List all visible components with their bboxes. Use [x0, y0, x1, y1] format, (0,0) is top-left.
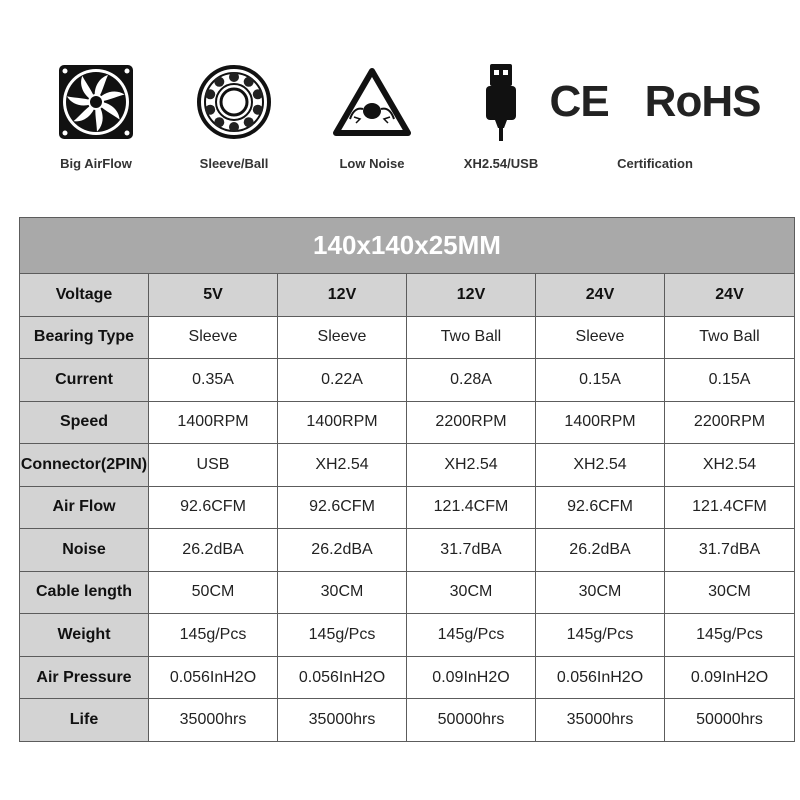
- feature-sleeve-ball: [192, 60, 276, 171]
- table-cell: 50000hrs: [665, 699, 795, 742]
- table-cell: 0.28A: [407, 359, 536, 402]
- fan-icon: [58, 60, 134, 144]
- table-cell: 35000hrs: [278, 699, 407, 742]
- row-label: Noise: [20, 529, 149, 572]
- table-cell: 50000hrs: [407, 699, 536, 742]
- bearing-icon: [196, 60, 272, 144]
- table-cell: 35000hrs: [536, 699, 665, 742]
- table-cell: 0.35A: [149, 359, 278, 402]
- table-cell: 145g/Pcs: [149, 614, 278, 657]
- table-cell: 0.15A: [536, 359, 665, 402]
- table-cell: XH2.54: [536, 444, 665, 487]
- table-cell: 0.056InH2O: [149, 656, 278, 699]
- table-cell: 92.6CFM: [536, 486, 665, 529]
- table-cell: 1400RPM: [278, 401, 407, 444]
- table-cell: 0.056InH2O: [536, 656, 665, 699]
- table-cell: 26.2dBA: [149, 529, 278, 572]
- table-row: [20, 359, 795, 402]
- spec-table: [19, 217, 795, 742]
- table-cell: 0.09InH2O: [665, 656, 795, 699]
- voltage-cell: 12V: [278, 274, 407, 317]
- row-label: Life: [20, 699, 149, 742]
- row-label: Air Flow: [20, 486, 149, 529]
- table-cell: 0.15A: [665, 359, 795, 402]
- table-cell: Two Ball: [407, 316, 536, 359]
- feature-label: Certification: [617, 156, 693, 171]
- row-label: Air Pressure: [20, 656, 149, 699]
- table-cell: USB: [149, 444, 278, 487]
- usb-connector-icon: [481, 60, 521, 144]
- voltage-cell: 24V: [536, 274, 665, 317]
- table-cell: XH2.54: [278, 444, 407, 487]
- row-label: Speed: [20, 401, 149, 444]
- feature-certification: [549, 60, 761, 171]
- row-label: Connector(2PIN): [20, 444, 149, 487]
- feature-label: XH2.54/USB: [463, 156, 539, 171]
- table-cell: Two Ball: [665, 316, 795, 359]
- table-cell: 31.7dBA: [665, 529, 795, 572]
- table-cell: 92.6CFM: [149, 486, 278, 529]
- table-row: [20, 699, 795, 742]
- table-cell: 30CM: [278, 571, 407, 614]
- row-label: Current: [20, 359, 149, 402]
- table-cell: 35000hrs: [149, 699, 278, 742]
- table-cell: 26.2dBA: [278, 529, 407, 572]
- table-row: [20, 444, 795, 487]
- table-cell: 145g/Pcs: [536, 614, 665, 657]
- table-cell: 121.4CFM: [665, 486, 795, 529]
- voltage-cell: 12V: [407, 274, 536, 317]
- table-cell: Sleeve: [149, 316, 278, 359]
- table-cell: 30CM: [665, 571, 795, 614]
- table-cell: 1400RPM: [536, 401, 665, 444]
- table-cell: Sleeve: [536, 316, 665, 359]
- feature-label: Sleeve/Ball: [199, 156, 269, 171]
- table-cell: XH2.54: [665, 444, 795, 487]
- table-cell: 30CM: [536, 571, 665, 614]
- table-cell: Sleeve: [278, 316, 407, 359]
- table-cell: 145g/Pcs: [665, 614, 795, 657]
- table-cell: 1400RPM: [149, 401, 278, 444]
- certification-icon: [550, 60, 761, 144]
- table-cell: 92.6CFM: [278, 486, 407, 529]
- table-cell: 50CM: [149, 571, 278, 614]
- low-noise-warning-icon: [332, 60, 412, 144]
- rohs-mark: RoHS: [644, 77, 761, 126]
- row-label: Weight: [20, 614, 149, 657]
- voltage-cell: 5V: [149, 274, 278, 317]
- table-cell: 0.22A: [278, 359, 407, 402]
- table-row: [20, 401, 795, 444]
- table-cell: 30CM: [407, 571, 536, 614]
- table-cell: 145g/Pcs: [407, 614, 536, 657]
- table-row: [20, 486, 795, 529]
- table-cell: 2200RPM: [407, 401, 536, 444]
- row-label: Bearing Type: [20, 316, 149, 359]
- feature-label: Big AirFlow: [60, 156, 132, 171]
- table-row: [20, 656, 795, 699]
- feature-connector: [456, 60, 546, 171]
- table-cell: 31.7dBA: [407, 529, 536, 572]
- table-cell: XH2.54: [407, 444, 536, 487]
- table-cell: 26.2dBA: [536, 529, 665, 572]
- row-label: Cable length: [20, 571, 149, 614]
- table-cell: 121.4CFM: [407, 486, 536, 529]
- feature-big-airflow: [56, 60, 136, 171]
- table-row: [20, 316, 795, 359]
- table-cell: 2200RPM: [665, 401, 795, 444]
- header-row-voltage: [20, 274, 795, 317]
- table-row: [20, 614, 795, 657]
- feature-label: Low Noise: [339, 156, 405, 171]
- table-title: 140x140x25MM: [20, 218, 795, 274]
- table-row: [20, 571, 795, 614]
- table-cell: 0.056InH2O: [278, 656, 407, 699]
- ce-mark: CE: [549, 77, 609, 126]
- table-row: [20, 529, 795, 572]
- table-cell: 145g/Pcs: [278, 614, 407, 657]
- feature-low-noise: [330, 60, 414, 171]
- voltage-cell: 24V: [665, 274, 795, 317]
- row-label: Voltage: [20, 274, 149, 317]
- feature-strip: [0, 0, 800, 200]
- table-cell: 0.09InH2O: [407, 656, 536, 699]
